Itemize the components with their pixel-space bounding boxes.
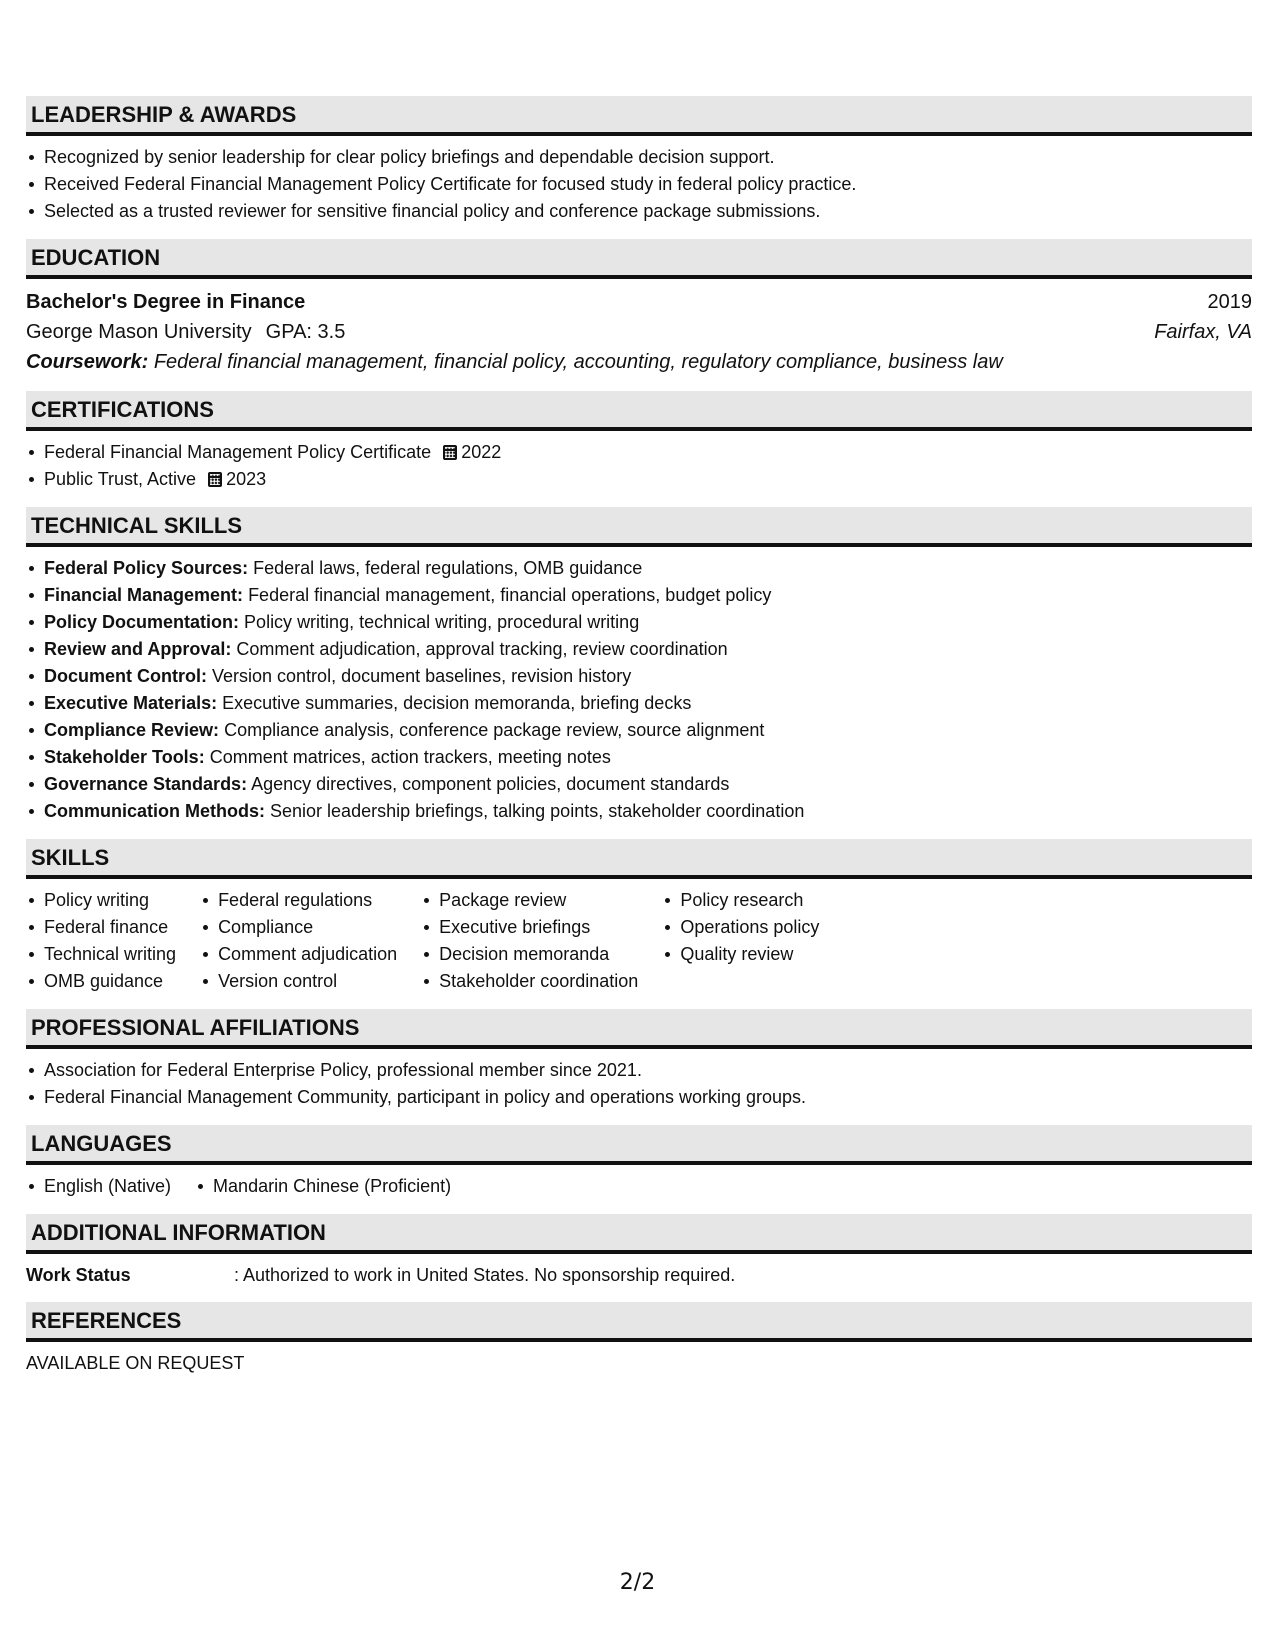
skill-label: Federal Policy Sources: [44,558,249,578]
list-item [44,609,1252,636]
skill-label: Document Control: [44,666,207,686]
references-text: AVAILABLE ON REQUEST [26,1353,245,1373]
list-item [44,636,1252,663]
list-item: Association for Federal Enterprise Policy, professional member since 2021. [44,1057,1252,1084]
list-item [44,663,1252,690]
list-item: Version control [218,968,397,995]
list-item [44,771,1252,798]
section-title: EDUCATION [26,239,1252,279]
list-item [44,744,1252,771]
skill-text: Federal financial management, financial operations, budget policy [248,585,772,605]
skill-label: Compliance Review: [44,720,220,740]
technical-skills-list [26,555,1252,825]
section-languages [26,1125,1252,1200]
list-item: Received Federal Financial Management Policy Certificate for focused study in federal policy practice. [44,171,1252,198]
list-item [44,439,1252,466]
section-professional-affiliations [26,1009,1252,1111]
list-item: Technical writing [44,941,176,968]
skill-text: Comment adjudication, approval tracking, review coordination [236,639,728,659]
list-item: English (Native) [44,1173,171,1200]
skills-column [200,887,397,995]
leadership-list [26,144,1252,225]
education-school-row [26,317,1252,347]
info-row [26,1262,1252,1288]
certification-name: Public Trust, Active [44,469,197,489]
calendar-icon [443,445,457,460]
list-item: Policy research [680,887,819,914]
section-technical-skills [26,507,1252,825]
section-title: TECHNICAL SKILLS [26,507,1252,547]
skill-text: Senior leadership briefings, talking points, stakeholder coordination [270,801,805,821]
list-item: Policy writing [44,887,176,914]
skills-grid [26,887,1252,995]
certification-year: 2022 [461,442,502,462]
list-item: Executive briefings [439,914,638,941]
skill-text: Agency directives, component policies, document standards [251,774,730,794]
section-title: CERTIFICATIONS [26,391,1252,431]
skill-text: Federal laws, federal regulations, OMB guidance [253,558,643,578]
skill-label: Communication Methods: [44,801,265,821]
gpa: GPA: 3.5 [265,321,346,343]
section-title: PROFESSIONAL AFFILIATIONS [26,1009,1252,1049]
list-item: Operations policy [680,914,819,941]
certification-name: Federal Financial Management Policy Certificate [44,442,432,462]
section-title: ADDITIONAL INFORMATION [26,1214,1252,1254]
section-education [26,239,1252,377]
section-title: REFERENCES [26,1302,1252,1342]
skill-text: Executive summaries, decision memoranda, briefing decks [222,693,692,713]
skill-text: Policy writing, technical writing, procedural writing [244,612,640,632]
skills-column [421,887,638,995]
resume-page [26,96,1252,1390]
skill-label: Stakeholder Tools: [44,747,205,767]
list-item: Compliance [218,914,397,941]
list-item: Mandarin Chinese (Proficient) [213,1173,451,1200]
certification-year: 2023 [226,469,267,489]
education-degree-row [26,287,1252,317]
skill-label: Policy Documentation: [44,612,240,632]
certifications-list [26,439,1252,493]
coursework-text: Federal financial management, financial policy, accounting, regulatory compliance, business law [153,351,1003,373]
coursework [26,347,1252,377]
skill-label: Executive Materials: [44,693,218,713]
school-name: George Mason University [26,321,252,343]
skill-text: Compliance analysis, conference package review, source alignment [224,720,765,740]
skills-column [662,887,819,995]
skill-label: Financial Management: [44,585,244,605]
section-certifications [26,391,1252,493]
list-item [44,555,1252,582]
skills-column [26,887,176,995]
school-location: Fairfax, VA [1154,321,1252,343]
list-item [44,690,1252,717]
section-additional-information [26,1214,1252,1288]
section-title: LANGUAGES [26,1125,1252,1165]
list-item: OMB guidance [44,968,176,995]
list-item: Decision memoranda [439,941,638,968]
languages-list [26,1173,1252,1200]
info-value: : Authorized to work in United States. No sponsorship required. [234,1265,736,1285]
affiliations-list [26,1057,1252,1111]
list-item: Federal finance [44,914,176,941]
list-item: Comment adjudication [218,941,397,968]
list-item: Federal regulations [218,887,397,914]
graduation-year: 2019 [1207,291,1252,313]
list-item [44,466,1252,493]
list-item: Stakeholder coordination [439,968,638,995]
list-item [44,582,1252,609]
section-leadership-awards [26,96,1252,225]
list-item [44,717,1252,744]
list-item [44,798,1252,825]
list-item: Recognized by senior leadership for clear policy briefings and dependable decision support. [44,144,1252,171]
degree: Bachelor's Degree in Finance [26,291,306,313]
section-references [26,1302,1252,1376]
section-skills [26,839,1252,995]
skill-text: Comment matrices, action trackers, meeting notes [209,747,611,767]
section-title: SKILLS [26,839,1252,879]
skill-label: Governance Standards: [44,774,248,794]
list-item: Package review [439,887,638,914]
coursework-label: Coursework: [26,351,149,373]
skill-label: Review and Approval: [44,639,232,659]
info-key: Work Status [26,1265,131,1285]
section-title: LEADERSHIP & AWARDS [26,96,1252,136]
page-number: 2/2 [619,1570,656,1595]
list-item: Selected as a trusted reviewer for sensitive financial policy and conference package submissions. [44,198,1252,225]
skill-text: Version control, document baselines, revision history [212,666,632,686]
calendar-icon [208,472,222,487]
list-item: Quality review [680,941,819,968]
list-item: Federal Financial Management Community, participant in policy and operations working groups. [44,1084,1252,1111]
